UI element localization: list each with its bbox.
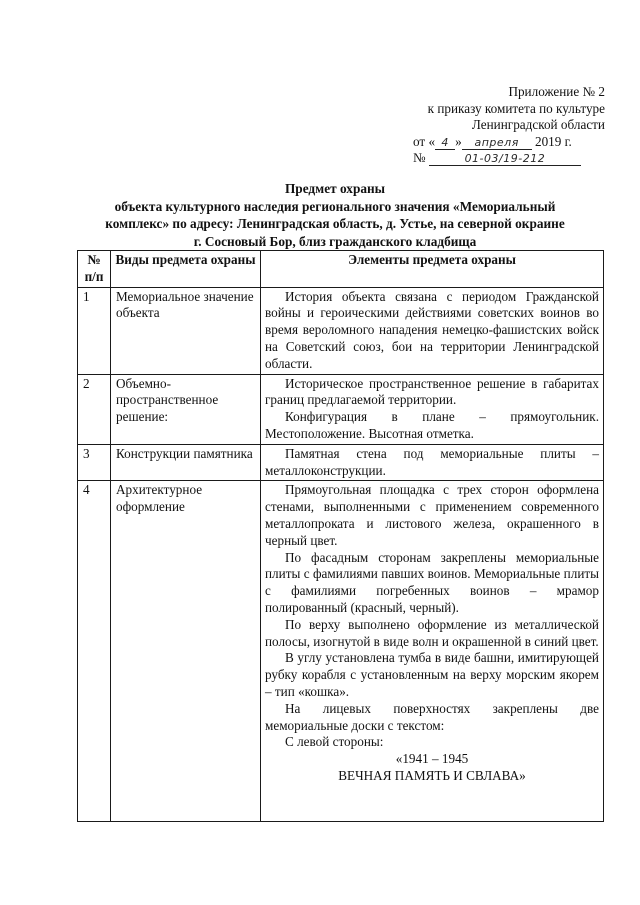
appendix-header <box>395 84 605 167</box>
date-day-handwritten: 4 <box>441 135 449 149</box>
appendix-number <box>413 150 605 167</box>
protection-subject-table <box>77 250 604 822</box>
header-kind: Виды предмета охраны <box>111 251 261 288</box>
row-paragraph: Конфигурация в плане – прямоугольник. Местоположение. Высотная отметка. <box>265 409 599 441</box>
table-row <box>78 444 604 481</box>
row-number: 3 <box>78 444 111 481</box>
doc-number-field <box>429 151 581 166</box>
row-number: 1 <box>78 287 111 374</box>
date-month-field <box>462 135 532 150</box>
row-kind: Архитектурное оформление <box>111 481 261 822</box>
title-line-1: Предмет охраны <box>284 181 386 196</box>
appendix-region: Ленинградской области <box>471 117 605 132</box>
date-month-handwritten: апреля <box>474 135 519 149</box>
appendix-order-ref: к приказу комитета по культуре <box>427 100 605 116</box>
header-elements: Элементы предмета охраны <box>261 251 604 288</box>
table-row <box>78 287 604 374</box>
row-number: 2 <box>78 374 111 444</box>
appendix-date <box>413 134 605 151</box>
number-prefix: № <box>413 150 426 165</box>
date-year: 2019 г. <box>531 133 572 149</box>
row-elements <box>261 444 604 481</box>
header-num: № п/п <box>78 251 111 288</box>
inscription-line-1: «1941 – 1945 <box>395 751 469 767</box>
table-row <box>78 374 604 444</box>
row-paragraph: На лицевых поверхностях закреплены две мемориальные доски с текстом: <box>265 700 599 733</box>
row-paragraph: В углу установлена тумба в виде башни, имитирующей рубку корабля с установленным на верху морским якорем – тип «кошка». <box>265 650 599 699</box>
row-kind: Конструкции памятника <box>111 444 261 481</box>
table-row <box>78 481 604 822</box>
row-elements <box>261 374 604 444</box>
row-kind: Мемориальное значение объекта <box>111 287 261 374</box>
row-paragraph: Прямоугольная площадка с трех сторон оформлена стенами, выполненными с применением современного металлопроката и листового железа, окрашенного в черный цвет. <box>265 482 599 548</box>
inscription-line-2: ВЕЧНАЯ ПАМЯТЬ И СВЛАВА» <box>338 767 526 783</box>
row-number: 4 <box>78 481 111 822</box>
row-kind: Объемно-пространственное решение: <box>111 374 261 444</box>
date-mid: » <box>455 133 462 149</box>
row-elements <box>261 481 604 822</box>
row-paragraph: История объекта связана с периодом Гражданской войны и героическими действиями советских воинов во время вероломного нападения немецко-фашистских войск на Советский союз, бои на территории Ленинградской области. <box>265 288 599 371</box>
row-paragraph: Историческое пространственное решение в габаритах границ предлагаемой территории. <box>265 375 599 408</box>
title-line-3: комплекс» по адресу: Ленинградская область, д. Устье, на северной окраине <box>105 216 565 232</box>
row-paragraph: По верху выполнено оформление из металлической полосы, изогнутой в виде волн и окрашенной в синий цвет. <box>265 616 599 649</box>
left-side-label: С левой стороны: <box>285 734 384 750</box>
row-paragraph: Памятная стена под мемориальные плиты – металлоконструкции. <box>265 445 599 478</box>
appendix-title: Приложение № 2 <box>508 84 605 99</box>
row-elements <box>261 287 604 374</box>
title-line-4: г. Сосновый Бор, близ гражданского кладбища <box>193 233 477 249</box>
date-prefix: от « <box>413 133 436 149</box>
date-day-field <box>435 135 455 150</box>
title-line-2: объекта культурного наследия регионального значения «Мемориальный <box>114 198 556 214</box>
table-header-row <box>78 251 604 288</box>
doc-number-handwritten: 01-03/19-212 <box>464 152 546 165</box>
document-title <box>70 180 600 250</box>
row-paragraph: По фасадным сторонам закреплены мемориальные плиты с фамилиями павших воинов. Мемориальные плиты с фамилиями погребенных воинов – мрамор полированный (красный, черный). <box>265 549 599 615</box>
